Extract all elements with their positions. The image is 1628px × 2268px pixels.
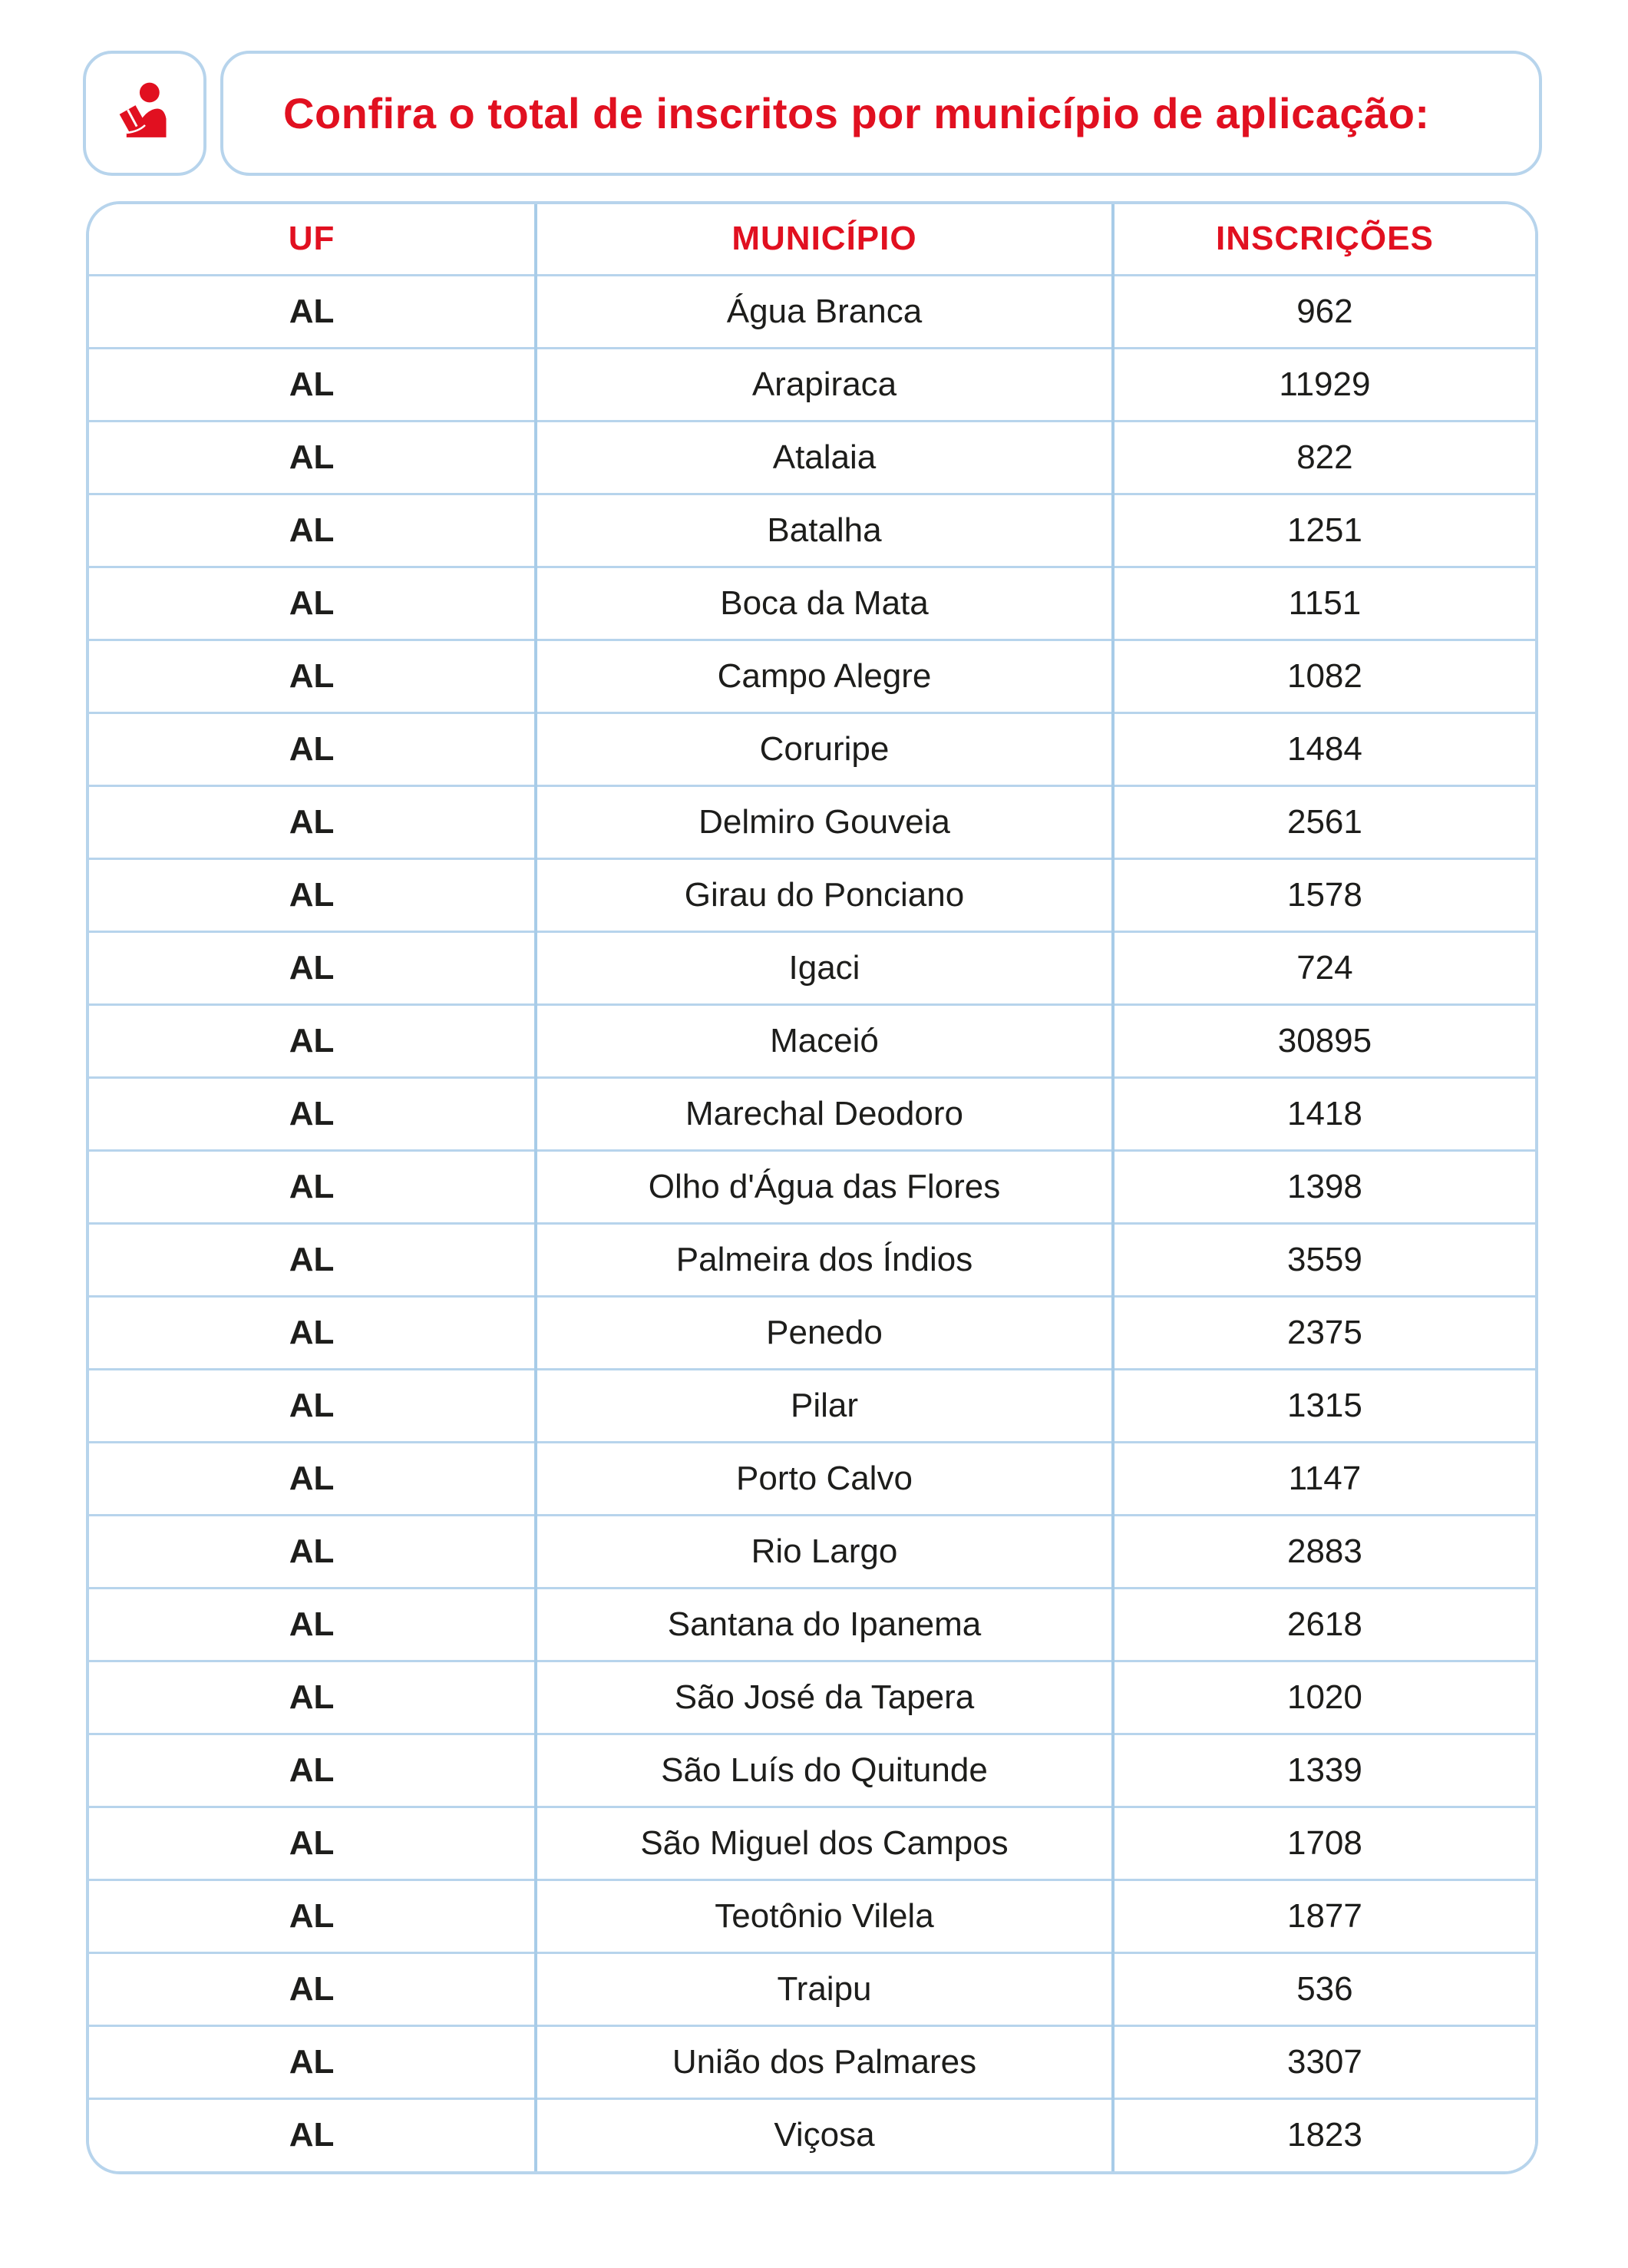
table-row <box>89 1223 1535 1296</box>
cell-uf: AL <box>89 2025 536 2098</box>
cell-inscricoes: 724 <box>1113 931 1535 1004</box>
table-row <box>89 1442 1535 1515</box>
cell-uf: AL <box>89 275 536 348</box>
table-row <box>89 275 1535 348</box>
cell-uf: AL <box>89 567 536 640</box>
cell-municipio: Batalha <box>536 494 1113 567</box>
table-row <box>89 1588 1535 1661</box>
cell-uf: AL <box>89 1296 536 1369</box>
table-row <box>89 712 1535 785</box>
cell-municipio: Palmeira dos Índios <box>536 1223 1113 1296</box>
cell-uf: AL <box>89 1369 536 1442</box>
cell-municipio: Santana do Ipanema <box>536 1588 1113 1661</box>
col-header-uf: UF <box>89 204 536 275</box>
cell-uf: AL <box>89 640 536 712</box>
cell-inscricoes: 536 <box>1113 1952 1535 2025</box>
cell-inscricoes: 1251 <box>1113 494 1535 567</box>
cell-uf: AL <box>89 421 536 494</box>
cell-municipio: Viçosa <box>536 2098 1113 2171</box>
col-header-inscricoes: INSCRIÇÕES <box>1113 204 1535 275</box>
cell-uf: AL <box>89 1077 536 1150</box>
cell-municipio: Delmiro Gouveia <box>536 785 1113 858</box>
cell-uf: AL <box>89 494 536 567</box>
cell-municipio: Maceió <box>536 1004 1113 1077</box>
cell-municipio: Girau do Ponciano <box>536 858 1113 931</box>
cell-uf: AL <box>89 931 536 1004</box>
cell-inscricoes: 1418 <box>1113 1077 1535 1150</box>
reader-icon <box>107 75 183 152</box>
cell-inscricoes: 11929 <box>1113 348 1535 421</box>
cell-inscricoes: 2561 <box>1113 785 1535 858</box>
cell-municipio: Pilar <box>536 1369 1113 1442</box>
cell-municipio: São Miguel dos Campos <box>536 1807 1113 1880</box>
table-row <box>89 858 1535 931</box>
cell-inscricoes: 962 <box>1113 275 1535 348</box>
table-row <box>89 567 1535 640</box>
cell-uf: AL <box>89 1588 536 1661</box>
cell-inscricoes: 1877 <box>1113 1880 1535 1952</box>
cell-municipio: Arapiraca <box>536 348 1113 421</box>
cell-uf: AL <box>89 348 536 421</box>
cell-municipio: Porto Calvo <box>536 1442 1113 1515</box>
cell-inscricoes: 1708 <box>1113 1807 1535 1880</box>
table-row <box>89 1150 1535 1223</box>
cell-municipio: Água Branca <box>536 275 1113 348</box>
cell-municipio: Coruripe <box>536 712 1113 785</box>
cell-municipio: Campo Alegre <box>536 640 1113 712</box>
cell-municipio: Olho d'Água das Flores <box>536 1150 1113 1223</box>
cell-inscricoes: 1151 <box>1113 567 1535 640</box>
cell-inscricoes: 1398 <box>1113 1150 1535 1223</box>
header <box>0 0 1628 176</box>
cell-municipio: Boca da Mata <box>536 567 1113 640</box>
cell-uf: AL <box>89 858 536 931</box>
col-header-municipio: MUNICÍPIO <box>536 204 1113 275</box>
table-row <box>89 421 1535 494</box>
cell-uf: AL <box>89 1807 536 1880</box>
table-row <box>89 1661 1535 1734</box>
cell-uf: AL <box>89 2098 536 2171</box>
cell-inscricoes: 1578 <box>1113 858 1535 931</box>
table-row <box>89 1880 1535 1952</box>
cell-inscricoes: 822 <box>1113 421 1535 494</box>
cell-inscricoes: 2375 <box>1113 1296 1535 1369</box>
cell-uf: AL <box>89 1150 536 1223</box>
title-box <box>220 51 1542 176</box>
table-row <box>89 1952 1535 2025</box>
table-row <box>89 1296 1535 1369</box>
cell-municipio: Traipu <box>536 1952 1113 2025</box>
cell-uf: AL <box>89 1442 536 1515</box>
cell-municipio: União dos Palmares <box>536 2025 1113 2098</box>
cell-municipio: Igaci <box>536 931 1113 1004</box>
table-row <box>89 1369 1535 1442</box>
cell-uf: AL <box>89 1661 536 1734</box>
cell-municipio: São José da Tapera <box>536 1661 1113 1734</box>
cell-inscricoes: 1082 <box>1113 640 1535 712</box>
table-row <box>89 785 1535 858</box>
cell-inscricoes: 30895 <box>1113 1004 1535 1077</box>
cell-uf: AL <box>89 1004 536 1077</box>
cell-inscricoes: 1484 <box>1113 712 1535 785</box>
table-row <box>89 1807 1535 1880</box>
cell-inscricoes: 1147 <box>1113 1442 1535 1515</box>
cell-uf: AL <box>89 712 536 785</box>
table-header-row <box>89 204 1535 275</box>
table-row <box>89 1077 1535 1150</box>
cell-inscricoes: 1020 <box>1113 1661 1535 1734</box>
cell-inscricoes: 3307 <box>1113 2025 1535 2098</box>
table-row <box>89 640 1535 712</box>
cell-uf: AL <box>89 1223 536 1296</box>
table-row <box>89 1734 1535 1807</box>
cell-inscricoes: 2618 <box>1113 1588 1535 1661</box>
table-container <box>86 201 1538 2174</box>
municipios-table <box>89 204 1535 2171</box>
cell-uf: AL <box>89 1952 536 2025</box>
cell-municipio: Marechal Deodoro <box>536 1077 1113 1150</box>
table-row <box>89 494 1535 567</box>
page-title: Confira o total de inscritos por município de aplicação: <box>283 89 1430 137</box>
cell-uf: AL <box>89 785 536 858</box>
cell-inscricoes: 1315 <box>1113 1369 1535 1442</box>
cell-municipio: Teotônio Vilela <box>536 1880 1113 1952</box>
table-row <box>89 2098 1535 2171</box>
cell-uf: AL <box>89 1515 536 1588</box>
cell-municipio: Penedo <box>536 1296 1113 1369</box>
cell-uf: AL <box>89 1734 536 1807</box>
table-row <box>89 348 1535 421</box>
table-row <box>89 1515 1535 1588</box>
reader-icon-box <box>83 51 206 176</box>
cell-inscricoes: 3559 <box>1113 1223 1535 1296</box>
cell-municipio: Rio Largo <box>536 1515 1113 1588</box>
table-row <box>89 1004 1535 1077</box>
cell-municipio: São Luís do Quitunde <box>536 1734 1113 1807</box>
table-row <box>89 931 1535 1004</box>
cell-inscricoes: 2883 <box>1113 1515 1535 1588</box>
cell-municipio: Atalaia <box>536 421 1113 494</box>
cell-inscricoes: 1823 <box>1113 2098 1535 2171</box>
cell-uf: AL <box>89 1880 536 1952</box>
cell-inscricoes: 1339 <box>1113 1734 1535 1807</box>
table-row <box>89 2025 1535 2098</box>
